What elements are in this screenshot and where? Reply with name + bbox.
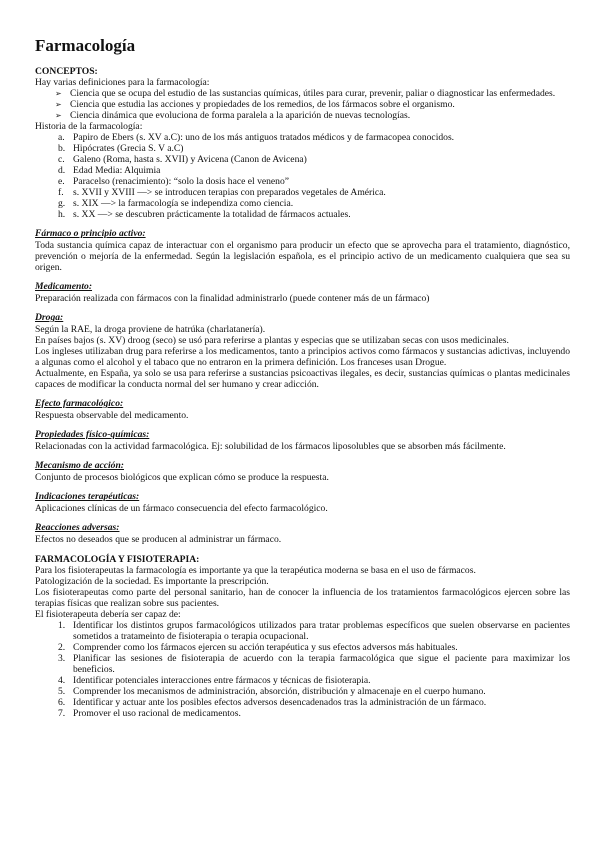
list-item: 1. Identificar los distintos grupos farmacológicos utilizados para tratar problemas específicos que suelen observarse en pacientes sometidos a tratameinto de fisioterapia o terapia ocupacional. <box>58 620 570 642</box>
list-item: 4. Identificar potenciales interacciones entre fármacos y técnicas de fisioterapia. <box>58 675 371 686</box>
conceptos-heading: CONCEPTOS: <box>35 66 98 77</box>
list-item: 2. Comprender como los fármacos ejercen su acción terapéutica y sus efectos adversos más habituales. <box>58 642 458 653</box>
mecanismo-body: Conjunto de procesos biológicos que explican cómo se produce la respuesta. <box>35 472 329 483</box>
medicamento-body: Preparación realizada con fármacos con la finalidad administrarlo (puede contener más de un fármaco) <box>35 293 430 304</box>
history-intro: Historia de la farmacología: <box>35 121 143 132</box>
conceptos-section <box>35 66 570 220</box>
page-title: Farmacología <box>35 36 136 55</box>
mecanismo-heading: Mecanismo de acción: <box>35 460 124 471</box>
list-item: f. s. XVII y XVIII —> se introducen terapias con preparados vegetales de América. <box>58 187 386 198</box>
farmaco-body: Toda sustancia química capaz de interactuar con el organismo para producir un efecto que se aprovecha para el tratamiento, diagnóstico, prevención o mejoría de la enfermedad. Según la legislación española, es el principio activo de un medicamento cualquiera que sea su origen. <box>35 240 570 273</box>
reacciones-body: Efectos no deseados que se producen al administrar un fármaco. <box>35 534 282 545</box>
fisioterapia-heading: FARMACOLOGÍA Y FISIOTERAPIA: <box>35 554 200 565</box>
arrowhead-bullet-icon: ➢ <box>55 89 62 98</box>
indicaciones-heading: Indicaciones terapéuticas: <box>35 491 140 502</box>
droga-paragraph: Según la RAE, la droga proviene de hatrúka (charlatanería). <box>35 324 266 335</box>
droga-heading: Droga: <box>35 312 64 323</box>
history-list <box>35 132 570 220</box>
spacer <box>35 545 570 548</box>
reacciones-heading: Reacciones adversas: <box>35 522 120 533</box>
conceptos-intro: Hay varias definiciones para la farmacología: <box>35 77 210 88</box>
propiedades-heading: Propiedades físico-químicas: <box>35 429 150 440</box>
list-item: 3. Planificar las sesiones de fisioterapia de acuerdo con la terapia farmacológica que sigue el paciente para maximizar los beneficios. <box>58 653 570 675</box>
farmaco-heading: Fármaco o principio activo: <box>35 228 146 239</box>
list-item: g. s. XIX —> la farmacología se independiza como ciencia. <box>58 198 294 209</box>
droga-paragraph: En países bajos (s. XV) droog (seco) se usó para referirse a plantas y especias que se utilizaban secas con usos medicinales. <box>35 335 509 346</box>
list-item: a. Papiro de Ebers (s. XV a.C): uno de los más antiguos tratados médicos y de farmacopea conocidos. <box>58 132 455 143</box>
droga-paragraph: Actualmente, en España, ya solo se usa para referirse a sustancias psicoactivas ilegales, es decir, sustancias químicas o plantas medicinales capaces de modificar la conducta normal del ser humano y crear adicción. <box>35 368 570 390</box>
list-item: 7. Promover el uso racional de medicamentos. <box>58 708 241 719</box>
fisioterapia-paragraph: Para los fisioterapeutas la farmacología es importante ya que la terapéutica moderna se basa en el uso de fármacos. <box>35 565 476 576</box>
list-item: h. s. XX —> se descubren prácticamente la totalidad de fármacos actuales. <box>58 209 351 220</box>
abilities-list <box>35 620 570 719</box>
medicamento-heading: Medicamento: <box>35 281 93 292</box>
fisioterapia-paragraph: El fisioterapeuta debería ser capaz de: <box>35 609 181 620</box>
list-item: ➢ Ciencia dinámica que evoluciona de forma paralela a la aparición de nuevas tecnologías. <box>55 110 411 121</box>
indicaciones-body: Aplicaciones clínicas de un fármaco consecuencia del efecto farmacológico. <box>35 503 328 514</box>
arrowhead-bullet-icon: ➢ <box>55 100 62 109</box>
list-item: d. Edad Media: Alquimia <box>58 165 161 176</box>
list-item: 6. Identificar y actuar ante los posibles efectos adversos desencadenados tras la administración de un fármaco. <box>58 697 487 708</box>
fisioterapia-paragraph: Los fisioterapeutas como parte del personal sanitario, han de conocer la influencia de los tratamientos farmacológicos ejercen sobre las terapias físicas que realizan sobre sus pacientes. <box>35 587 570 609</box>
efecto-body: Respuesta observable del medicamento. <box>35 410 189 421</box>
list-item: 5. Comprender los mecanismos de administración, absorción, distribución y almacenaje en el cuerpo humano. <box>58 686 486 697</box>
definitions-list <box>35 88 570 121</box>
arrowhead-bullet-icon: ➢ <box>55 111 62 120</box>
list-item: ➢ Ciencia que se ocupa del estudio de las sustancias químicas, útiles para curar, prevenir, paliar o diagnosticar las enfermedades. <box>55 88 556 99</box>
droga-paragraph: Los ingleses utilizaban drug para referirse a los medicamentos, tanto a principios activos como fármacos y sustancias adictivas, incluyendo a algunas como el alcohol y el tabaco que no entraron en la primera definición. Los franceses usan Drogue. <box>35 346 570 368</box>
list-item: e. Paracelso (renacimiento): “solo la dosis hace el veneno” <box>58 176 290 187</box>
list-item: c. Galeno (Roma, hasta s. XVII) y Avicena (Canon de Avicena) <box>58 154 307 165</box>
list-item: b. Hipócrates (Grecia S. V a.C) <box>58 143 184 154</box>
propiedades-body: Relacionadas con la actividad farmacológica. Ej: solubilidad de los fármacos liposolubles que se absorben más fácilmente. <box>35 441 506 452</box>
efecto-heading: Efecto farmacológico: <box>35 398 124 409</box>
fisioterapia-paragraph: Patologización de la sociedad. Es importante la prescripción. <box>35 576 269 587</box>
list-item: ➢ Ciencia que estudia las acciones y propiedades de los remedios, de los fármacos sobre el organismo. <box>55 99 455 110</box>
